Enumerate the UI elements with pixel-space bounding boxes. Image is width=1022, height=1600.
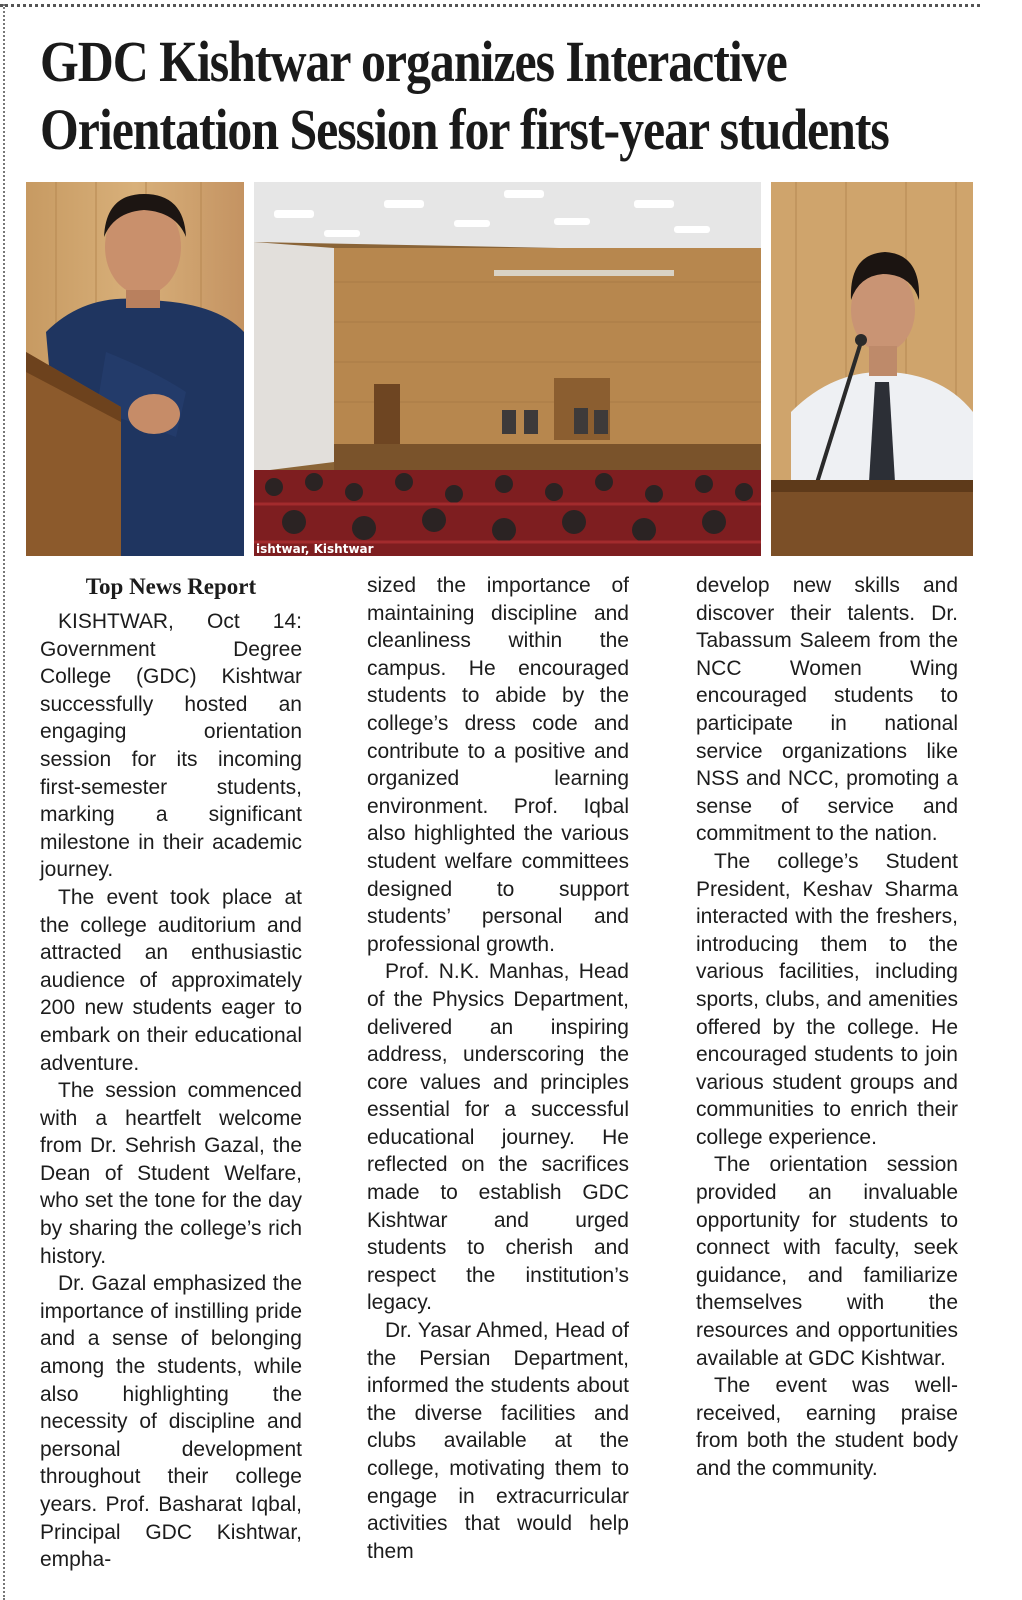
paragraph: develop new skills and discover their talents. Dr. Tabassum Saleem from the NCC Women Wing encouraged students to participate in national service organizations like NSS and NCC, promoting a sense of service and commitment to the nation.: [696, 574, 958, 846]
article-column-2: [367, 572, 629, 1565]
paragraph: sized the importance of maintaining discipline and cleanliness within the campus. He encouraged students to abide by the college’s dress code and contribute to a positive and organized learning environment. Prof. Iqbal also highlighted the various student welfare committees designed to support students’ personal and professional growth.: [367, 574, 629, 956]
paragraph: The event was well-received, earning praise from both the student body and the community.: [696, 1374, 958, 1480]
top-dotted-rule: [0, 4, 980, 7]
article-column-3: [696, 572, 958, 1483]
left-dotted-rule: [3, 4, 5, 1600]
article-column-1: [40, 572, 302, 1574]
paragraph: The orientation session provided an invaluable opportunity for students to connect with faculty, seek guidance, and familiarize themselves with the resources and opportunities available at GDC Kishtwar.: [696, 1153, 958, 1370]
paragraph: Prof. N.K. Manhas, Head of the Physics Department, delivered an inspiring address, underscoring the core values and principles essential for a successful educational journey. He reflected on the sacrifices made to establish GDC Kishtwar and urged students to cherish and respect the institution’s legacy.: [367, 960, 629, 1315]
paragraph: The college’s Student President, Keshav Sharma interacted with the freshers, introducing them to the various facilities, including sports, clubs, and amenities offered by the college. He encouraged students to join various student groups and communities to enrich their college experience.: [696, 849, 958, 1149]
photo-speaker-podium: [26, 182, 244, 556]
paragraph: The event took place at the college auditorium and attracted an enthusiastic audience of approximately 200 new students eager to embark on their educational adventure.: [40, 885, 302, 1075]
paragraph: KISHTWAR, Oct 14: Government Degree College (GDC) Kishtwar successfully hosted an engaging orientation session for its incoming first-semester students, marking a significant milestone in their academic journey.: [40, 610, 302, 882]
paragraph: Dr. Yasar Ahmed, Head of the Persian Department, informed the students about the diverse facilities and clubs available at the college, motivating them to engage in extracurricular activities that would help them: [367, 1319, 629, 1563]
headline: [40, 28, 889, 164]
byline: Top News Report: [85, 574, 257, 599]
photo-student-president: [771, 182, 973, 556]
paragraph: Dr. Gazal emphasized the importance of instilling pride and a sense of belonging among the students, while also highlighting the necessity of discipline and personal development throughout their college years. Prof. Basharat Iqbal, Principal GDC Kishtwar, empha-: [40, 1272, 302, 1572]
headline-line-2: Orientation Session for first-year students: [40, 97, 889, 162]
photo-credit: ishtwar, Kishtwar: [256, 542, 374, 556]
paragraph: The session commenced with a heartfelt welcome from Dr. Sehrish Gazal, the Dean of Student Welfare, who set the tone for the day by sharing the college’s rich history.: [40, 1079, 302, 1268]
photo-auditorium: [254, 182, 761, 556]
headline-line-1: GDC Kishtwar organizes Interactive: [40, 29, 787, 94]
